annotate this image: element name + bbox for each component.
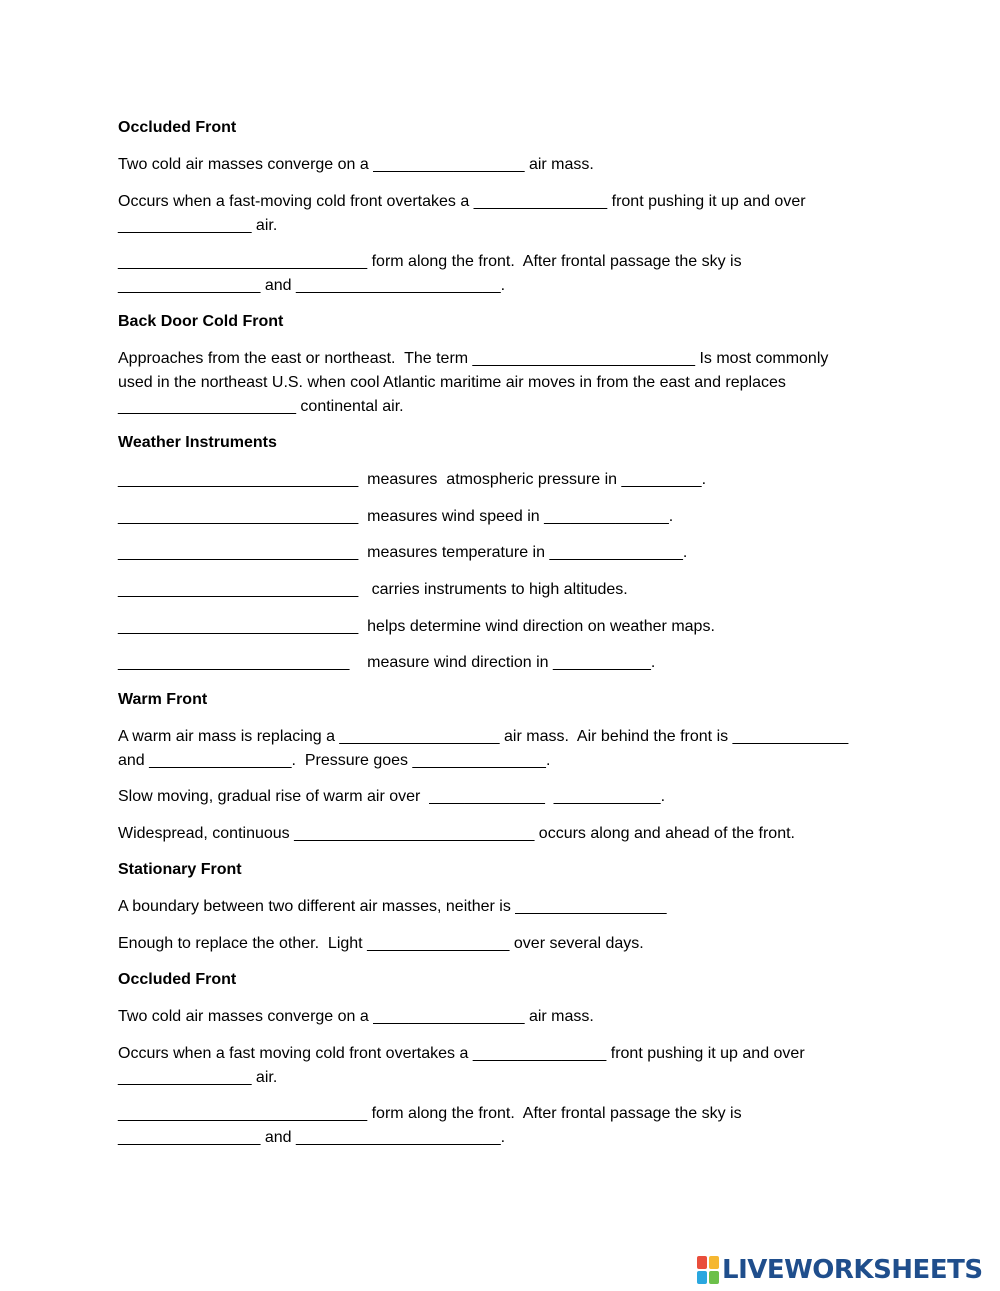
text-line: ____________________________ form along the front. After frontal passage the sky is (118, 253, 742, 270)
heading-occluded-front: Occluded Front (118, 119, 237, 136)
logo-block (709, 1256, 719, 1269)
liveworksheets-logo (697, 1256, 983, 1284)
text-line: A boundary between two different air masses, neither is _________________ (118, 898, 667, 915)
text-line: Approaches from the east or northeast. The term _________________________ Is most commonly (118, 350, 829, 367)
text-line: _______________ air. (118, 1069, 278, 1086)
heading-occluded-front-repeat: Occluded Front (118, 971, 237, 988)
text-line: ____________________________ form along the front. After frontal passage the sky is (118, 1105, 742, 1122)
text-line: Occurs when a fast-moving cold front overtakes a _______________ front pushing it up and over (118, 193, 806, 210)
logo-blocks-icon (697, 1256, 719, 1284)
text-line: __________________________ measure wind direction in ___________. (118, 654, 656, 671)
text-line: A warm air mass is replacing a __________________ air mass. Air behind the front is _____________ (118, 728, 849, 745)
text-line: Enough to replace the other. Light ________________ over several days. (118, 935, 644, 952)
text-line: and ________________. Pressure goes _______________. (118, 752, 551, 769)
text-line: _______________ air. (118, 217, 278, 234)
text-line: ________________ and _______________________. (118, 277, 506, 294)
text-line: ___________________________ measures atmospheric pressure in _________. (118, 471, 707, 488)
text-line: ________________ and _______________________. (118, 1129, 506, 1146)
text-line: used in the northeast U.S. when cool Atlantic maritime air moves in from the east and replaces (118, 374, 786, 391)
text-line: Two cold air masses converge on a _________________ air mass. (118, 1008, 594, 1025)
text-line: Occurs when a fast moving cold front overtakes a _______________ front pushing it up and over (118, 1045, 805, 1062)
heading-warm-front: Warm Front (118, 691, 208, 708)
heading-back-door-cold-front: Back Door Cold Front (118, 313, 284, 330)
logo-block (697, 1256, 707, 1269)
text-line: Slow moving, gradual rise of warm air over _____________ ____________. (118, 788, 666, 805)
text-line: ___________________________ measures temperature in _______________. (118, 544, 688, 561)
heading-weather-instruments: Weather Instruments (118, 434, 277, 451)
text-line: Widespread, continuous ___________________________ occurs along and ahead of the front. (118, 825, 795, 842)
text-line: ___________________________ carries instruments to high altitudes. (118, 581, 628, 598)
logo-block (709, 1271, 719, 1284)
text-line: ____________________ continental air. (118, 398, 404, 415)
logo-block (697, 1271, 707, 1284)
text-line: ___________________________ measures wind speed in ______________. (118, 508, 674, 525)
text-line: Two cold air masses converge on a _________________ air mass. (118, 156, 594, 173)
heading-stationary-front: Stationary Front (118, 861, 242, 878)
logo-text: LIVEWORKSHEETS (722, 1255, 983, 1285)
text-line: ___________________________ helps determine wind direction on weather maps. (118, 618, 715, 635)
